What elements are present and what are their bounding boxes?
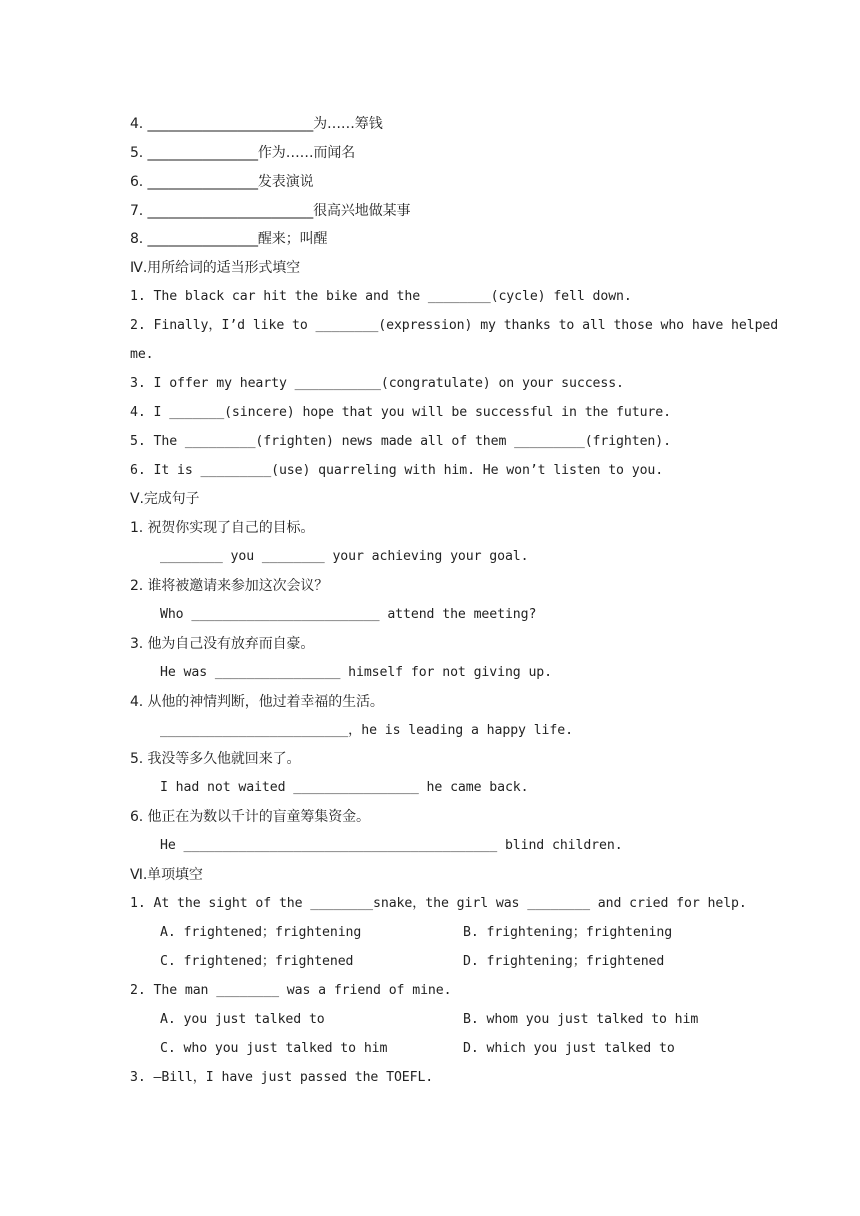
mc-q2-option-c: C. who you just talked to him (160, 1041, 388, 1056)
mc-q2-option-d: D. which you just talked to (463, 1041, 675, 1056)
fill-item-6: 6. It is _________(use) quarreling with him. He won’t listen to you. (130, 463, 664, 478)
sentence-answer-2: Who ________________________ attend the meeting? (160, 607, 537, 622)
fill-item-1: 1. The black car hit the bike and the ________(cycle) fell down. (130, 289, 632, 304)
mc-q1-option-d: D. frightening；frightened (463, 954, 665, 969)
section-heading-6: Ⅵ.单项填空 (130, 867, 203, 883)
fill-item-2-cont: me. (130, 347, 154, 362)
mc-q1-option-b: B. frightening；frightening (463, 925, 673, 940)
section-heading-4: Ⅳ.用所给词的适当形式填空 (130, 260, 301, 276)
mc-question-2: 2. The man ________ was a friend of mine. (130, 983, 452, 998)
sentence-prompt-3: 3. 他为自己没有放弃而自豪。 (130, 636, 315, 652)
phrase-item-4: 4. ________________________为……筹钱 (130, 116, 383, 132)
fill-item-5: 5. The _________(frighten) news made all of them _________(frighten). (130, 434, 671, 449)
sentence-answer-5: I had not waited ________________ he came back. (160, 780, 529, 795)
sentence-prompt-6: 6. 他正在为数以千计的盲童筹集资金。 (130, 809, 370, 825)
section-heading-5: Ⅴ.完成句子 (130, 491, 200, 507)
sentence-prompt-5: 5. 我没等多久他就回来了。 (130, 751, 301, 767)
fill-item-4: 4. I _______(sincere) hope that you will be successful in the future. (130, 405, 671, 420)
mc-question-3: 3. —Bill，I have just passed the TOEFL. (130, 1070, 434, 1085)
sentence-answer-3: He was ________________ himself for not giving up. (160, 665, 552, 680)
mc-q2-option-b: B. whom you just talked to him (463, 1012, 699, 1027)
sentence-prompt-4: 4. 从他的神情判断，他过着幸福的生活。 (130, 694, 384, 710)
mc-q1-option-c: C. frightened；frightened (160, 954, 354, 969)
mc-q1-option-a: A. frightened；frightening (160, 925, 362, 940)
sentence-prompt-2: 2. 谁将被邀请来参加这次会议？ (130, 578, 329, 594)
phrase-item-5: 5. ________________作为……而闻名 (130, 145, 356, 161)
fill-item-3: 3. I offer my hearty ___________(congratulate) on your success. (130, 376, 624, 391)
sentence-answer-1: ________ you ________ your achieving your goal. (160, 549, 529, 564)
phrase-item-7: 7. ________________________很高兴地做某事 (130, 203, 411, 219)
sentence-prompt-1: 1. 祝贺你实现了自己的目标。 (130, 520, 315, 536)
phrase-item-6: 6. ________________发表演说 (130, 174, 314, 190)
phrase-item-8: 8. ________________醒来；叫醒 (130, 231, 328, 247)
mc-question-1: 1. At the sight of the ________snake，the girl was ________ and cried for help. (130, 896, 747, 911)
fill-item-2: 2. Finally，I’d like to ________(expression) my thanks to all those who have helped (130, 318, 779, 333)
mc-q2-option-a: A. you just talked to (160, 1012, 325, 1027)
sentence-answer-4: ________________________，he is leading a happy life. (160, 723, 573, 738)
sentence-answer-6: He ________________________________________ blind children. (160, 838, 623, 853)
